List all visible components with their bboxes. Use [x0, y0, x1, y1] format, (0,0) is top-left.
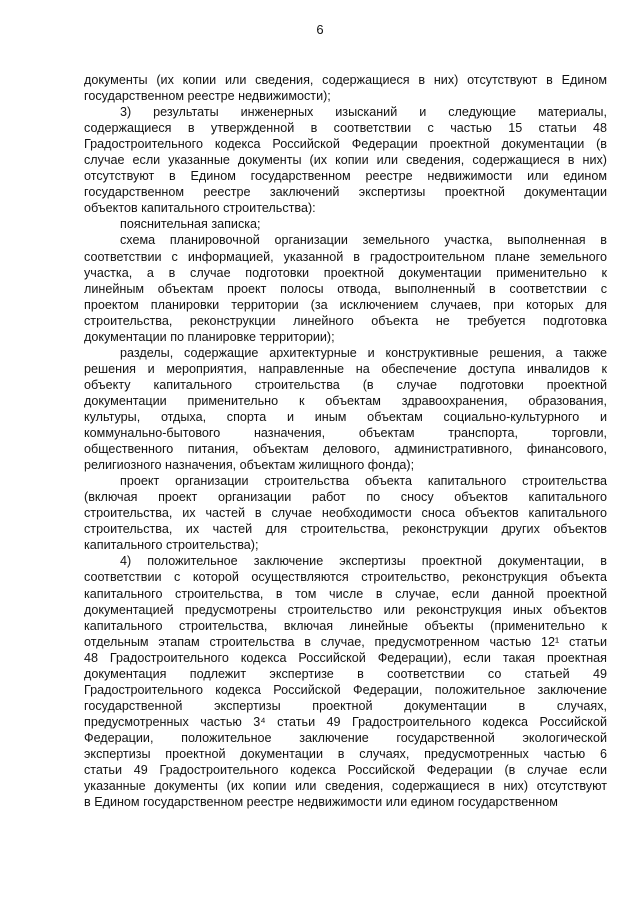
text-line: соответствии с информацией, указанной в градостроительном плане земельного: [84, 249, 607, 264]
paragraph-p3: [84, 216, 607, 232]
text-line: решения и мероприятия, направленные на обеспечение доступа инвалидов к: [84, 361, 607, 376]
text-line: капитального строительства);: [84, 538, 259, 553]
text-line: случае если указанные документы (их копии или сведения, содержащиеся в них): [84, 153, 607, 168]
text-line: Федерации, положительное заключение государственной экологической: [84, 730, 607, 745]
text-line: 4) положительное заключение экспертизы проектной документации, в: [120, 554, 607, 569]
text-line: содержащиеся в утвержденной в соответствии с частью 15 статьи 48: [84, 121, 607, 136]
text-line: предусмотренных частью 3⁴ статьи 49 Градостроительного кодекса Российской: [84, 714, 607, 729]
text-line: коммунально-бытового назначения, объектам транспорта, торговли,: [84, 426, 607, 441]
page-number: 6: [316, 22, 324, 37]
paragraph-p4: [84, 232, 607, 344]
text-line: культуры, отдыха, спорта и иным объектам социально-культурного и: [84, 409, 607, 424]
document-body: [84, 72, 607, 810]
text-line: Градостроительного кодекса Российской Федерации, положительное заключение: [84, 682, 607, 697]
text-line: капитального строительства, в том числе в случае, если данной проектной: [84, 586, 607, 601]
text-line: государственном реестре заключений экспертизы проектной документации: [84, 185, 607, 200]
text-line: соответствии с которой осуществляются строительство, реконструкция объекта: [84, 570, 607, 585]
text-line: статьи 49 Градостроительного кодекса Российской Федерации (в случае если: [84, 763, 607, 778]
text-line: участка, а в случае подготовки проектной документации применительно к: [84, 265, 607, 280]
text-line: государственном реестре недвижимости);: [84, 89, 331, 104]
paragraph-p1: [84, 72, 607, 104]
paragraph-p7: [84, 553, 607, 810]
text-line: линейным объектам проект полосы отвода, выполненный в соответствии с: [84, 281, 607, 296]
text-line: объектов капитального строительства):: [84, 201, 316, 216]
text-line: строительства, их частей для строительства, реконструкции других объектов: [84, 522, 607, 537]
text-line: указанные документы (их копии или сведения, содержащиеся в них) отсутствуют: [84, 779, 607, 794]
text-line: документации применительно к объектам здравоохранения, образования,: [84, 393, 607, 408]
text-line: религиозного назначения, объектам жилищного фонда);: [84, 458, 415, 473]
text-line: 48 Градостроительного кодекса Российской Федерации), если такая проектная: [84, 650, 607, 665]
text-line: объекту капитального строительства (в случае подготовки проектной: [84, 377, 607, 392]
text-line: документации по планировке территории);: [84, 329, 335, 344]
text-line: отдельным этапам строительства в случае, предусмотренном частью 12¹ статьи: [84, 634, 607, 649]
text-line: Градостроительного кодекса Российской Федерации проектной документации (в: [84, 137, 607, 152]
text-line: проект организации строительства объекта капитального строительства: [120, 474, 607, 489]
text-line: капитального строительства, включая линейные объекты (применительно к: [84, 618, 607, 633]
paragraph-p2: [84, 104, 607, 216]
text-line: документация подлежит экспертизе в соответствии со статьей 49: [84, 666, 607, 681]
text-line: разделы, содержащие архитектурные и конструктивные решения, а также: [120, 345, 607, 360]
text-line: схема планировочной организации земельного участка, выполненная в: [120, 233, 607, 248]
text-line: пояснительная записка;: [120, 217, 261, 232]
text-line: государственной экспертизы проектной документации в случаях,: [84, 698, 607, 713]
paragraph-p5: [84, 345, 607, 473]
paragraph-p6: [84, 473, 607, 553]
text-line: проектом планировки территории (за исключением случаев, при которых для: [84, 297, 607, 312]
text-line: строительства, реконструкции линейного объекта не требуется подготовка: [84, 313, 607, 328]
text-line: строительства, их частей в случае необходимости сноса объектов капитального: [84, 506, 607, 521]
text-line: отсутствуют в Едином государственном реестре недвижимости или едином: [84, 169, 607, 184]
text-line: в Едином государственном реестре недвижимости или едином государственном: [84, 795, 558, 810]
text-line: документы (их копии или сведения, содержащиеся в них) отсутствуют в Едином: [84, 73, 607, 87]
text-line: (включая проект организации работ по сносу объектов капитального: [84, 490, 607, 505]
text-line: 3) результаты инженерных изысканий и следующие материалы,: [120, 105, 607, 120]
text-line: общественного питания, объектам делового, административного, финансового,: [84, 442, 607, 457]
text-line: документацией предусмотрены строительство или реконструкция иных объектов: [84, 602, 607, 617]
text-line: экспертизы проектной документации в случаях, предусмотренных частью 6: [84, 746, 607, 761]
